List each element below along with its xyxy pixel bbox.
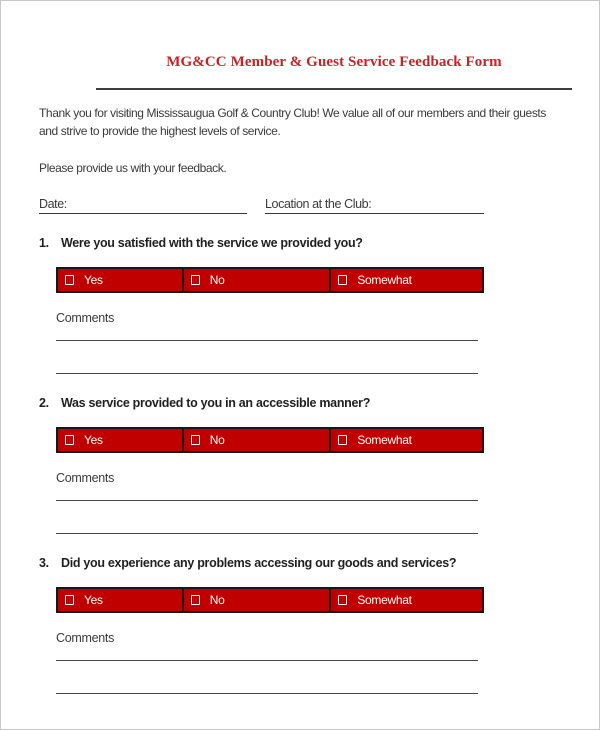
comment-line[interactable] [56, 373, 478, 374]
question-2 [39, 395, 564, 411]
option-no-label: No [209, 273, 225, 287]
question-3-number: 3. [39, 556, 49, 570]
comment-line[interactable] [56, 533, 478, 534]
date-label: Date: [39, 197, 67, 211]
option-somewhat[interactable] [329, 269, 482, 291]
comment-line[interactable] [56, 693, 478, 694]
option-yes-label: Yes [84, 593, 103, 607]
intro-text: Thank you for visiting Mississaugua Golf & Country Club! We value all of our members and their guests and strive to provide the highest levels of service. [39, 106, 546, 138]
question-1-options-bar [56, 267, 484, 293]
option-yes-label: Yes [84, 433, 103, 447]
checkbox-icon[interactable] [191, 275, 200, 285]
comment-line[interactable] [56, 660, 478, 661]
title-divider [96, 88, 572, 90]
comment-line[interactable] [56, 340, 478, 341]
option-somewhat-label: Somewhat [357, 433, 412, 447]
question-block-2 [1, 395, 599, 534]
comments-label: Comments [56, 311, 115, 325]
option-somewhat-label: Somewhat [357, 273, 412, 287]
question-block-1 [1, 235, 599, 374]
option-no-label: No [209, 593, 225, 607]
checkbox-icon[interactable] [338, 275, 347, 285]
option-yes[interactable] [58, 589, 182, 611]
option-somewhat[interactable] [329, 589, 482, 611]
question-1 [39, 235, 564, 251]
checkbox-icon[interactable] [65, 595, 74, 605]
form-title: MG&CC Member & Guest Service Feedback Form [166, 54, 502, 70]
question-1-text: Were you satisfied with the service we provided you? [61, 236, 363, 250]
checkbox-icon[interactable] [338, 435, 347, 445]
option-yes[interactable] [58, 429, 182, 451]
option-somewhat-label: Somewhat [357, 593, 412, 607]
option-no-label: No [209, 433, 225, 447]
checkbox-icon[interactable] [191, 595, 200, 605]
form-header [96, 53, 572, 71]
question-2-text: Was service provided to you in an accessible manner? [61, 396, 371, 410]
question-block-3 [1, 555, 599, 694]
comments-label: Comments [56, 631, 115, 645]
option-yes[interactable] [58, 269, 182, 291]
question-3 [39, 555, 564, 571]
question-2-options-bar [56, 427, 484, 453]
location-label: Location at the Club: [265, 197, 372, 211]
checkbox-icon[interactable] [191, 435, 200, 445]
checkbox-icon[interactable] [65, 435, 74, 445]
location-field[interactable] [265, 197, 484, 214]
question-3-text: Did you experience any problems accessing our goods and services? [61, 556, 457, 570]
question-3-options-bar [56, 587, 484, 613]
checkbox-icon[interactable] [65, 275, 74, 285]
option-no[interactable] [182, 269, 330, 291]
question-1-number: 1. [39, 236, 49, 250]
option-somewhat[interactable] [329, 429, 482, 451]
checkbox-icon[interactable] [338, 595, 347, 605]
question-2-number: 2. [39, 396, 49, 410]
comments-label: Comments [56, 471, 115, 485]
date-field[interactable] [39, 197, 247, 214]
feedback-prompt: Please provide us with your feedback. [39, 161, 227, 175]
comment-line[interactable] [56, 500, 478, 501]
option-no[interactable] [182, 429, 330, 451]
date-location-row [39, 197, 561, 214]
option-no[interactable] [182, 589, 330, 611]
option-yes-label: Yes [84, 273, 103, 287]
